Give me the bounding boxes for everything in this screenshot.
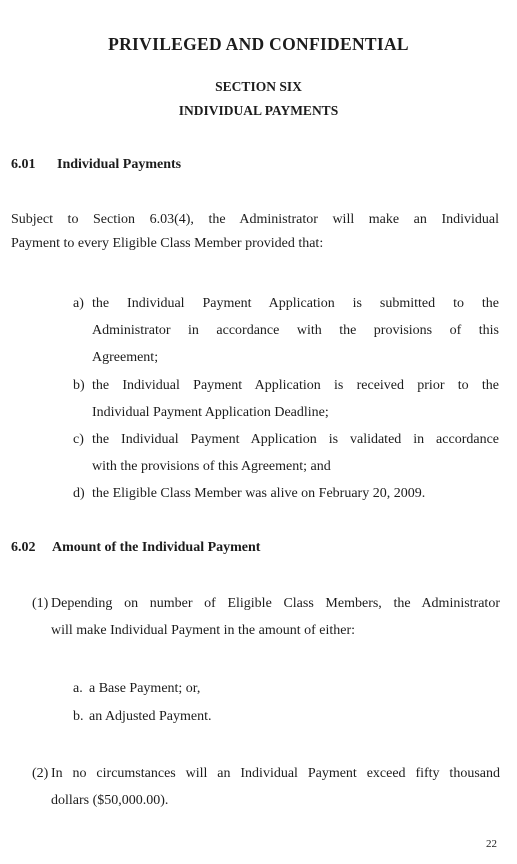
- list-marker: d): [73, 486, 85, 501]
- option-text: an Adjusted Payment.: [89, 709, 212, 724]
- intro-paragraph: [11, 208, 499, 256]
- paragraph-marker: (2): [32, 766, 49, 781]
- option-text: a Base Payment; or,: [89, 681, 201, 696]
- list-marker: a): [73, 296, 84, 311]
- paragraph-line: Depending on number of Eligible Class Members, the Administrator: [51, 596, 500, 611]
- heading-number: 6.02: [11, 540, 36, 555]
- list-item-text: [92, 426, 499, 480]
- paragraph-line: In no circumstances will an Individual Payment exceed fifty thousand: [51, 766, 500, 781]
- document-banner: PRIVILEGED AND CONFIDENTIAL: [108, 34, 409, 54]
- list-line: Administrator in accordance with the provisions of this: [92, 323, 499, 338]
- heading-title: Amount of the Individual Payment: [52, 540, 261, 555]
- intro-line: Subject to Section 6.03(4), the Administrator will make an Individual: [11, 212, 499, 227]
- paragraph-text: [51, 787, 500, 814]
- list-item-text: [92, 480, 499, 507]
- list-item-text: [92, 372, 499, 426]
- list-line: Agreement;: [92, 350, 159, 365]
- paragraph-text: [51, 760, 500, 787]
- paragraph-line: dollars ($50,000.00).: [51, 793, 169, 808]
- list-marker: c): [73, 432, 84, 447]
- list-line: the Individual Payment Application is submitted to the: [92, 296, 499, 311]
- list-line: the Individual Payment Application is received prior to the: [92, 378, 499, 393]
- heading-number: 6.01: [11, 157, 36, 172]
- list-line: with the provisions of this Agreement; and: [92, 459, 331, 474]
- paragraph-text: [51, 590, 500, 617]
- option-marker: b.: [73, 709, 84, 724]
- list-line: the Eligible Class Member was alive on February 20, 2009.: [92, 486, 426, 501]
- paragraph-text: [51, 617, 500, 644]
- section-title: INDIVIDUAL PAYMENTS: [178, 103, 339, 118]
- paragraph-line: will make Individual Payment in the amount of either:: [51, 623, 356, 638]
- list-marker: b): [73, 378, 85, 393]
- section-number: SECTION SIX: [215, 79, 302, 94]
- intro-line: Payment to every Eligible Class Member provided that:: [11, 236, 324, 251]
- page-number: 22: [486, 838, 497, 850]
- list-line: the Individual Payment Application is validated in accordance: [92, 432, 499, 447]
- list-item-text: [92, 290, 499, 371]
- heading-6-02: [11, 540, 260, 556]
- list-line: Individual Payment Application Deadline;: [92, 405, 329, 420]
- heading-6-01: [11, 157, 181, 173]
- heading-title: Individual Payments: [57, 157, 182, 172]
- paragraph-marker: (1): [32, 596, 49, 611]
- option-marker: a.: [73, 681, 83, 696]
